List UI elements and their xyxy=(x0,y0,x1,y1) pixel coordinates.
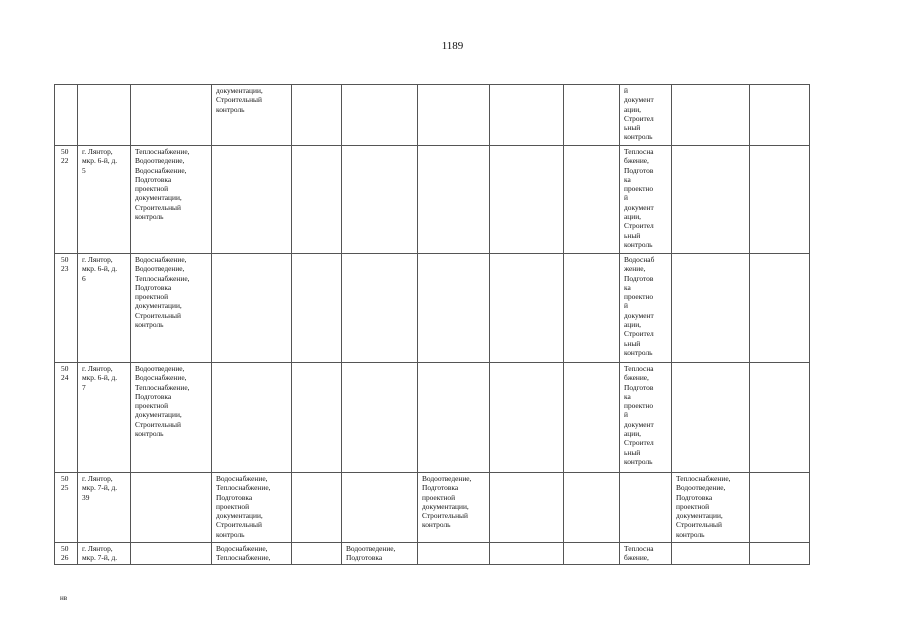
period-cell-8 xyxy=(672,254,750,363)
page-number: 1189 xyxy=(441,40,464,52)
period-cell-4 xyxy=(418,363,490,473)
period-cell-2 xyxy=(292,254,342,363)
cell-text: 50 26 xyxy=(61,544,69,563)
period-cell-9 xyxy=(750,85,810,146)
period-cell-7 xyxy=(620,473,672,543)
period-cell-3 xyxy=(342,543,418,565)
cell-text: 50 25 xyxy=(61,474,69,493)
address-cell xyxy=(78,473,131,543)
works-list-cell xyxy=(131,363,212,473)
period-cell-9 xyxy=(750,146,810,254)
cell-text: 50 23 xyxy=(61,255,69,274)
period-cell-1 xyxy=(212,85,292,146)
period-cell-5 xyxy=(490,473,564,543)
period-cell-4 xyxy=(418,85,490,146)
period-cell-3 xyxy=(342,473,418,543)
period-cell-6 xyxy=(564,146,620,254)
period-cell-7 xyxy=(620,543,672,565)
period-cell-1 xyxy=(212,146,292,254)
period-cell-2 xyxy=(292,473,342,543)
address-cell xyxy=(78,146,131,254)
cell-text: Водоснаб жение, Подготов ка проектно й документ ации, Строител ьный контроль xyxy=(624,255,655,357)
cell-text: документации, Строительный контроль xyxy=(216,86,263,114)
row-number-cell xyxy=(55,146,78,254)
period-cell-7 xyxy=(620,254,672,363)
period-cell-3 xyxy=(342,254,418,363)
period-cell-4 xyxy=(418,146,490,254)
cell-text: 50 24 xyxy=(61,364,69,383)
row-number-cell xyxy=(55,85,78,146)
period-cell-6 xyxy=(564,85,620,146)
period-cell-8 xyxy=(672,363,750,473)
period-cell-5 xyxy=(490,543,564,565)
period-cell-1 xyxy=(212,363,292,473)
cell-text: 50 22 xyxy=(61,147,69,166)
address-cell xyxy=(78,254,131,363)
cell-text: Теплоснабжение, Водоотведение, Водоснабжение, Подготовка проектной документации, Строительный контроль xyxy=(135,147,190,222)
table-row xyxy=(55,473,810,543)
cell-text: Водоснабжение, Теплоснабжение, xyxy=(216,544,271,563)
period-cell-8 xyxy=(672,543,750,565)
row-number-cell xyxy=(55,363,78,473)
table-row xyxy=(55,363,810,473)
cell-text: г. Лянтор, мкр. 6-й, д. 7 xyxy=(82,364,118,392)
period-cell-9 xyxy=(750,543,810,565)
period-cell-3 xyxy=(342,85,418,146)
period-cell-8 xyxy=(672,146,750,254)
period-cell-8 xyxy=(672,85,750,146)
period-cell-9 xyxy=(750,473,810,543)
period-cell-5 xyxy=(490,85,564,146)
period-cell-2 xyxy=(292,363,342,473)
cell-text: Теплосна бжение, Подготов ка проектно й документ ации, Строител ьный контроль xyxy=(624,147,654,249)
address-cell xyxy=(78,543,131,565)
table-row xyxy=(55,543,810,565)
cell-text: Теплосна бжение, xyxy=(624,544,654,563)
works-list-cell xyxy=(131,146,212,254)
period-cell-7 xyxy=(620,146,672,254)
period-cell-8 xyxy=(672,473,750,543)
row-number-cell xyxy=(55,254,78,363)
works-schedule-table xyxy=(54,84,810,565)
row-number-cell xyxy=(55,473,78,543)
address-cell xyxy=(78,85,131,146)
cell-text: Водоотведение, Подготовка xyxy=(346,544,396,563)
period-cell-4 xyxy=(418,473,490,543)
period-cell-7 xyxy=(620,363,672,473)
works-list-cell xyxy=(131,85,212,146)
cell-text: Теплосна бжение, Подготов ка проектно й документ ации, Строител ьный контроль xyxy=(624,364,654,466)
period-cell-5 xyxy=(490,363,564,473)
works-list-cell xyxy=(131,473,212,543)
period-cell-5 xyxy=(490,254,564,363)
period-cell-5 xyxy=(490,146,564,254)
cell-text: Теплоснабжение, Водоотведение, Подготовка проектной документации, Строительный контроль xyxy=(676,474,731,539)
period-cell-1 xyxy=(212,543,292,565)
period-cell-1 xyxy=(212,473,292,543)
cell-text: Водоснабжение, Теплоснабжение, Подготовка проектной документации, Строительный контроль xyxy=(216,474,271,539)
footer-mark: нв xyxy=(60,594,68,602)
cell-text: г. Лянтор, мкр. 6-й, д. 6 xyxy=(82,255,118,283)
table-row xyxy=(55,85,810,146)
period-cell-4 xyxy=(418,543,490,565)
works-list-cell xyxy=(131,543,212,565)
period-cell-2 xyxy=(292,85,342,146)
period-cell-2 xyxy=(292,543,342,565)
cell-text: й документ ации, Строител ьный контроль xyxy=(624,86,654,142)
period-cell-3 xyxy=(342,146,418,254)
period-cell-9 xyxy=(750,363,810,473)
period-cell-2 xyxy=(292,146,342,254)
cell-text: Водоотведение, Подготовка проектной документации, Строительный контроль xyxy=(422,474,472,530)
period-cell-1 xyxy=(212,254,292,363)
cell-text: г. Лянтор, мкр. 7-й, д. xyxy=(82,544,118,563)
row-number-cell xyxy=(55,543,78,565)
period-cell-6 xyxy=(564,543,620,565)
address-cell xyxy=(78,363,131,473)
works-list-cell xyxy=(131,254,212,363)
cell-text: г. Лянтор, мкр. 6-й, д. 5 xyxy=(82,147,118,175)
table-row xyxy=(55,146,810,254)
cell-text: Водоотведение, Водоснабжение, Теплоснабжение, Подготовка проектной документации, Строительный контроль xyxy=(135,364,190,439)
period-cell-6 xyxy=(564,254,620,363)
period-cell-6 xyxy=(564,363,620,473)
period-cell-7 xyxy=(620,85,672,146)
cell-text: Водоснабжение, Водоотведение, Теплоснабжение, Подготовка проектной документации, Строительный контроль xyxy=(135,255,190,330)
period-cell-4 xyxy=(418,254,490,363)
period-cell-9 xyxy=(750,254,810,363)
table-row xyxy=(55,254,810,363)
period-cell-6 xyxy=(564,473,620,543)
period-cell-3 xyxy=(342,363,418,473)
cell-text: г. Лянтор, мкр. 7-й, д. 39 xyxy=(82,474,118,502)
